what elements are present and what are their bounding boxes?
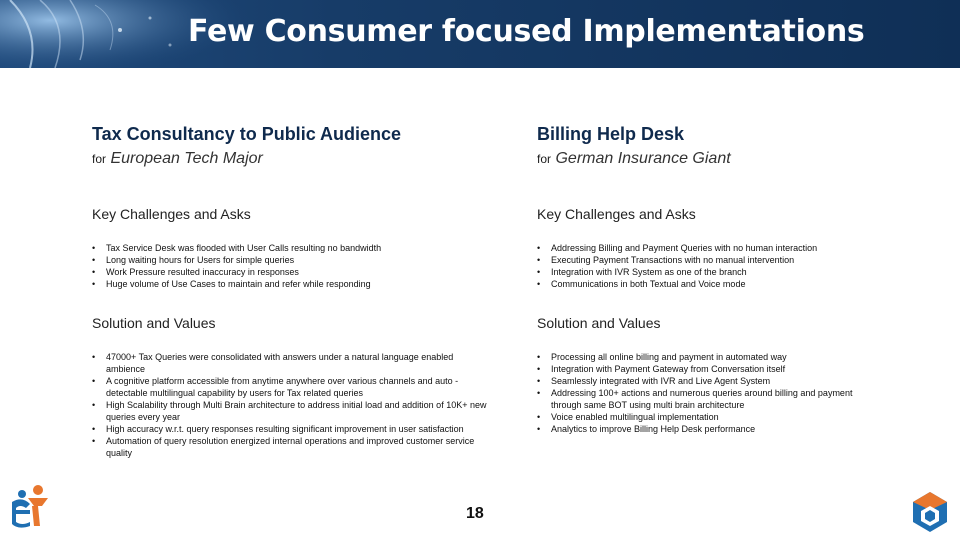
people-logo-icon (8, 482, 52, 530)
case-client (92, 150, 492, 180)
list-item: • Integration with Payment Gateway from Conversation itself (537, 363, 857, 375)
case-title: Tax Consultancy to Public Audience (92, 124, 402, 144)
solutions-list (92, 351, 492, 459)
case-title: Billing Help Desk (537, 124, 685, 144)
hexagon-logo-icon (910, 490, 950, 534)
list-item: • Huge volume of Use Cases to maintain and refer while responding (92, 278, 492, 290)
list-item: • Work Pressure resulted inaccuracy in responses (92, 266, 492, 278)
list-item: • Executing Payment Transactions with no manual intervention (537, 254, 857, 266)
list-item: • 47000+ Tax Queries were consolidated with answers under a natural language enabled ambience (92, 351, 492, 375)
page-title: Few Consumer focused Implementations (188, 14, 865, 49)
challenges-list (537, 242, 857, 290)
list-item: • Addressing 100+ actions and numerous queries around billing and payment through same BOT using multi brain architecture (537, 387, 857, 411)
list-item: • Automation of query resolution energized internal operations and improved customer service quality (92, 435, 492, 459)
list-item: • Voice enabled multilingual implementation (537, 411, 857, 423)
solutions-heading: Solution and Values (92, 315, 216, 331)
challenges-list (92, 242, 492, 290)
list-item: • Communications in both Textual and Voice mode (537, 278, 857, 290)
list-item: • A cognitive platform accessible from anytime anywhere over various channels and auto -detectable multilingual capability by users for Tax related queries (92, 375, 492, 399)
list-item: • Long waiting hours for Users for simple queries (92, 254, 492, 266)
list-item: • Analytics to improve Billing Help Desk performance (537, 423, 857, 435)
list-item: • Tax Service Desk was flooded with User Calls resulting no bandwidth (92, 242, 492, 254)
client-name: German Insurance Giant (555, 150, 731, 167)
client-name: European Tech Major (110, 150, 263, 167)
case-study-right (537, 124, 857, 180)
for-label: for (537, 152, 552, 166)
list-item: • Integration with IVR System as one of the branch (537, 266, 857, 278)
list-item: • Processing all online billing and payment in automated way (537, 351, 857, 363)
page-number: 18 (466, 505, 484, 522)
list-item: • Addressing Billing and Payment Queries with no human interaction (537, 242, 857, 254)
list-item: • Seamlessly integrated with IVR and Live Agent System (537, 375, 857, 387)
challenges-heading: Key Challenges and Asks (537, 206, 696, 222)
solutions-list (537, 351, 857, 435)
challenges-heading: Key Challenges and Asks (92, 206, 251, 222)
list-item: • High Scalability through Multi Brain architecture to address initial load and addition of 10K+ new queries every year (92, 399, 492, 423)
list-item: • High accuracy w.r.t. query responses resulting significant improvement in user satisfaction (92, 423, 492, 435)
for-label: for (92, 152, 107, 166)
case-client (537, 150, 857, 180)
case-study-left (92, 124, 492, 180)
header-banner (0, 0, 960, 68)
solutions-heading: Solution and Values (537, 315, 661, 331)
